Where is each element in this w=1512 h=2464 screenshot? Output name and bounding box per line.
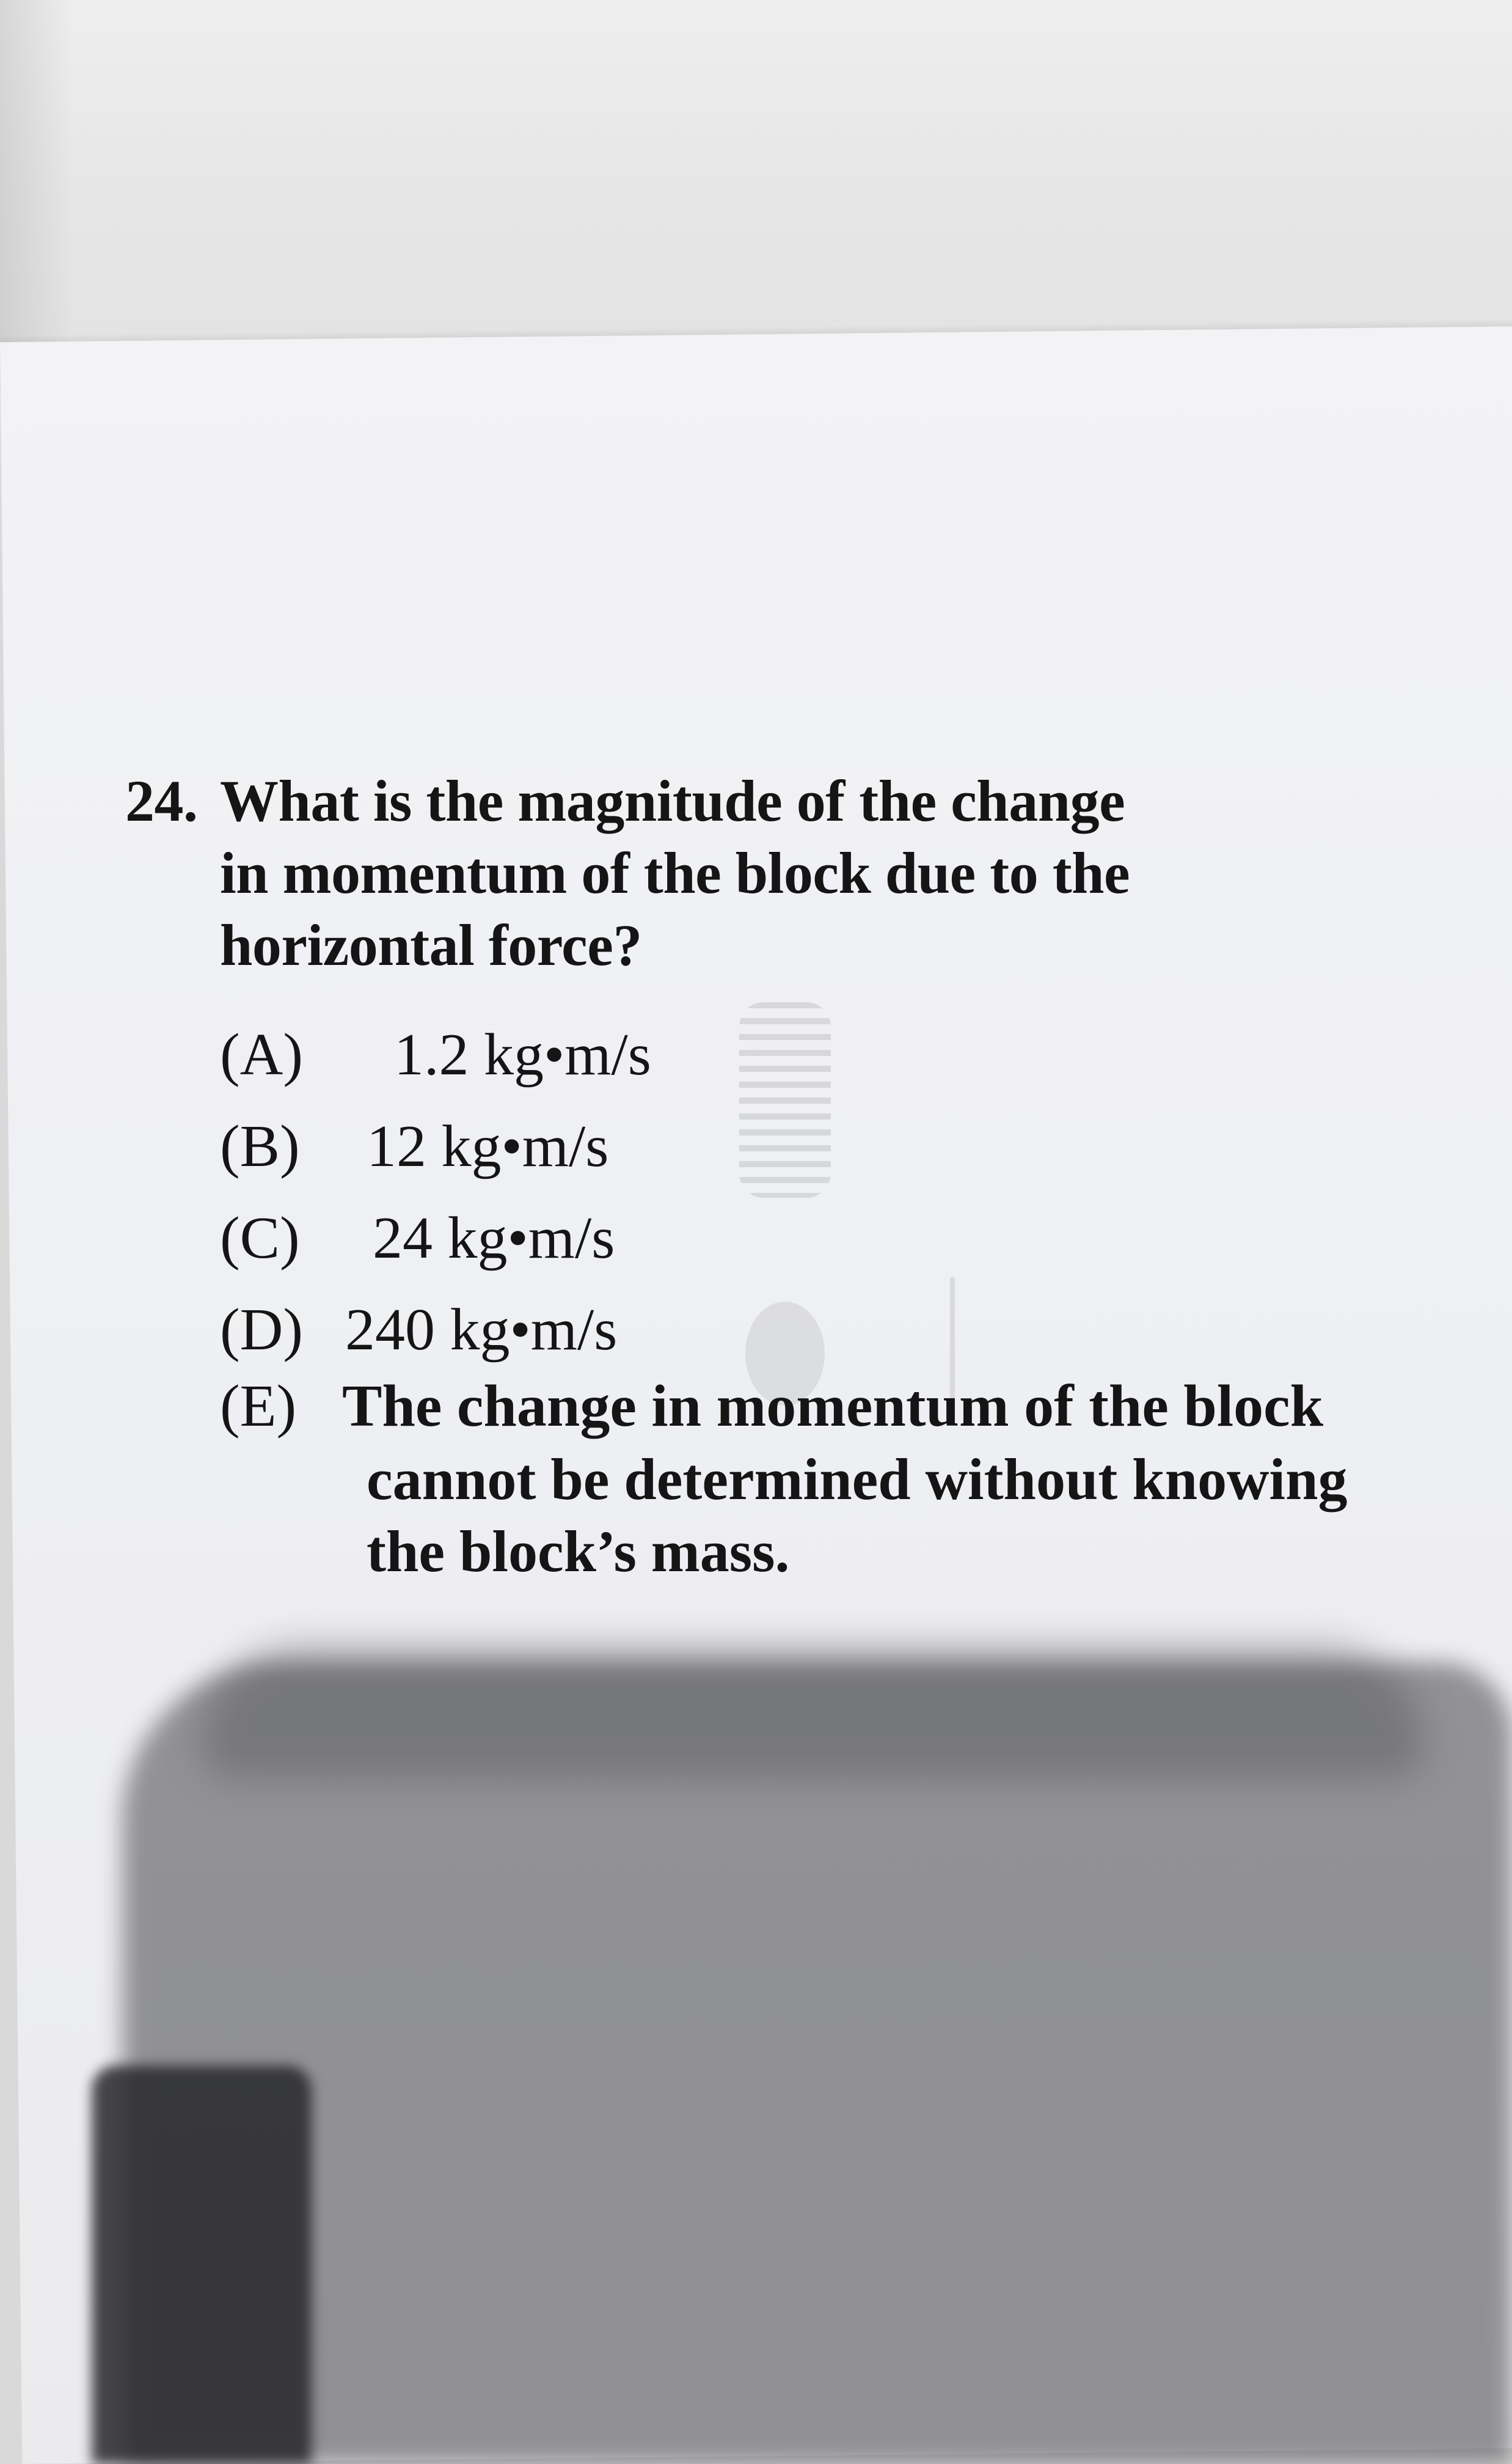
- question-text-line: horizontal force?: [220, 912, 642, 978]
- question-number: 24.: [125, 768, 198, 834]
- choice-label: (E): [220, 1373, 297, 1439]
- question-text-line: What is the magnitude of the change: [220, 768, 1125, 834]
- choice-label: (B): [220, 1113, 300, 1179]
- choice-text: 12 kg•m/s: [367, 1113, 609, 1179]
- choice-label: (C): [220, 1205, 300, 1271]
- question-text-line: in momentum of the block due to the: [220, 840, 1130, 906]
- choice-label: (D): [220, 1297, 304, 1363]
- background-shadow: [0, 0, 73, 391]
- choice-text: 240 kg•m/s: [345, 1297, 618, 1363]
- choice-text: the block’s mass.: [367, 1519, 790, 1584]
- choice-text: The change in momentum of the block: [342, 1373, 1324, 1439]
- finger-shadow: [92, 2066, 312, 2464]
- bleed-through-spring: [739, 1002, 831, 1198]
- hand-shadow: [122, 1662, 1512, 2464]
- choice-text: 1.2 kg•m/s: [394, 1022, 651, 1088]
- choice-text: 24 kg•m/s: [373, 1205, 615, 1271]
- choice-text: cannot be determined without knowing: [367, 1447, 1348, 1512]
- choice-label: (A): [220, 1022, 304, 1088]
